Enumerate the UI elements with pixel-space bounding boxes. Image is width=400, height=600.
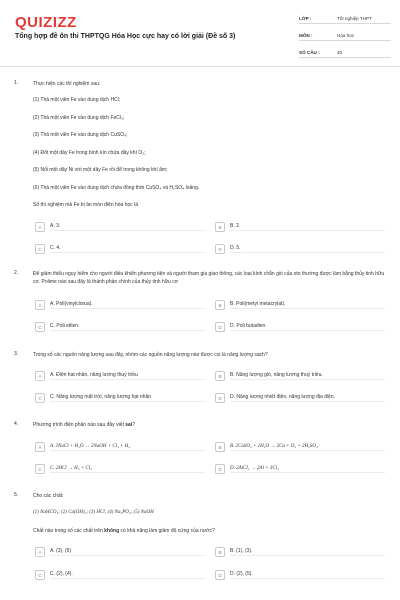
- meta-value: Hóa học: [337, 32, 355, 38]
- question-line: Số thí nghiệm mà Fe bị ăn mòn điện hóa học là: [33, 202, 139, 208]
- answer-option-a[interactable]: [35, 370, 205, 382]
- option-letter: B: [215, 547, 225, 557]
- answer-option-c[interactable]: [35, 463, 205, 475]
- option-text: C. 4.: [50, 245, 205, 253]
- option-letter: D: [215, 244, 225, 254]
- question-text-emphasis: sai: [125, 422, 133, 428]
- question-text-part: có khả năng làm giảm độ cứng của nước?: [119, 528, 215, 534]
- worksheet-header: [0, 0, 400, 66]
- answer-option-b[interactable]: [215, 299, 385, 311]
- option-text: B. (1), (3).: [230, 548, 385, 556]
- option-letter: A: [35, 222, 45, 232]
- option-letter: D: [215, 570, 225, 580]
- option-letter: A: [35, 300, 45, 310]
- question-text-emphasis: không: [104, 528, 120, 534]
- question-number: 4.: [14, 421, 19, 427]
- option-letter: B: [215, 300, 225, 310]
- option-text: B. Năng lượng gió, năng lượng thuỷ triều.: [230, 372, 385, 380]
- option-letter: B: [215, 442, 225, 452]
- question-text: Thực hiện các thí nghiệm sau:: [33, 81, 101, 87]
- option-text: C. (2), (4).: [50, 571, 205, 579]
- option-text: B. 2.: [230, 223, 385, 231]
- option-letter: C: [35, 464, 45, 474]
- answer-option-a[interactable]: [35, 441, 205, 453]
- option-text: D. 2AlCl₃ → 2Al + 3Cl₂: [230, 466, 385, 473]
- quizizz-logo: QUIZIZZ: [15, 14, 77, 31]
- option-letter: A: [35, 442, 45, 452]
- question-line: (2) Thả một viên Fe vào dung dịch FeCl₃;: [33, 115, 125, 121]
- meta-label: SỐ CÂU :: [299, 49, 320, 55]
- option-text: D. (2), (5).: [230, 571, 385, 579]
- header-divider: [0, 66, 400, 67]
- answer-option-d[interactable]: [215, 569, 385, 581]
- question-text: [33, 421, 388, 429]
- answer-option-c[interactable]: [35, 243, 205, 255]
- option-text: A. Poli(vinylclorua).: [50, 301, 205, 309]
- question-text-part: Phương trình điện phân nào sau đây viết: [33, 422, 126, 428]
- option-text: A. (3), (5): [50, 548, 205, 556]
- question-text-2: [33, 528, 388, 534]
- meta-row-subject: [299, 30, 391, 41]
- answer-option-b[interactable]: [215, 370, 385, 382]
- option-text: D. Năng lượng nhiệt điện, năng lượng địa điện.: [230, 394, 385, 402]
- option-text: B. Poli(metyl metacrylat).: [230, 301, 385, 309]
- question-line: (3) Thả một viên Fe vào dung dịch CuSO₄;: [33, 132, 128, 138]
- answer-option-b[interactable]: [215, 441, 385, 453]
- question-line: (1) Thả một viên Fe vào dung dịch HCl;: [33, 97, 121, 103]
- answer-option-a[interactable]: [35, 299, 205, 311]
- meta-label: MÔN :: [299, 32, 313, 38]
- question-line: (6) Thả một viên Fe vào dung dịch chứa đồng thời CuSO₄ và H₂SO₄ loãng.: [33, 185, 200, 191]
- answer-option-a[interactable]: [35, 546, 205, 558]
- option-letter: B: [215, 371, 225, 381]
- question-line: (5) Nối một dây Ni với một dây Fe rồi để trong không khí ẩm;: [33, 167, 168, 173]
- question-text-part: Chất nào trong số các chất trên: [33, 528, 105, 534]
- question-line: (4) Đốt một dây Fe trong bình kín chứa đầy khí O₂;: [33, 150, 146, 156]
- question-text-part: ?: [132, 422, 135, 428]
- option-text: C. Năng lượng mặt trời, năng lượng hạt nhân: [50, 394, 205, 402]
- option-text: D. 5.: [230, 245, 385, 253]
- answer-option-d[interactable]: [215, 463, 385, 475]
- option-text: B. 2CuSO₄ + 2H₂O → 2Cu + O₂ + 2H₂SO₄: [230, 444, 385, 451]
- option-letter: C: [35, 322, 45, 332]
- option-text: A. Điện hạt nhân, năng lượng thuỷ triều: [50, 372, 205, 380]
- option-letter: A: [35, 547, 45, 557]
- worksheet-meta: [299, 13, 391, 64]
- option-letter: C: [35, 244, 45, 254]
- question-number: 1.: [14, 80, 19, 86]
- question-text: Cho các chất:: [33, 493, 64, 499]
- meta-label: LỚP :: [299, 15, 312, 21]
- answer-option-c[interactable]: [35, 321, 205, 333]
- meta-value: 40: [337, 49, 343, 55]
- question-number: 5.: [14, 492, 19, 498]
- meta-row-count: [299, 47, 391, 58]
- answer-option-b[interactable]: [215, 221, 385, 233]
- question-number: 2.: [14, 270, 19, 276]
- question-text: Để giảm thiểu nguy hiểm cho người điều khiển phương tiện và người tham gia giao thông, các loại kính chắn gió của oto thường được làm bằng thủy tinh hữu cơ. Polime nào sau đây là thành phần chính của thủy tinh hữu cơ: [33, 271, 385, 285]
- option-letter: D: [215, 393, 225, 403]
- answer-option-d[interactable]: [215, 392, 385, 404]
- answer-option-b[interactable]: [215, 546, 385, 558]
- answer-option-d[interactable]: [215, 321, 385, 333]
- option-letter: C: [35, 393, 45, 403]
- answer-option-c[interactable]: [35, 569, 205, 581]
- meta-value: Tốt nghiệp THPT: [337, 15, 372, 21]
- answer-option-a[interactable]: [35, 221, 205, 233]
- option-letter: D: [215, 464, 225, 474]
- option-text: A. 3.: [50, 223, 205, 231]
- option-text: D. Poli butadien.: [230, 323, 385, 331]
- answer-option-c[interactable]: [35, 392, 205, 404]
- option-text: C. Poli etilen.: [50, 323, 205, 331]
- option-letter: D: [215, 322, 225, 332]
- worksheet-title: Tổng hợp đề ôn thi THPTQG Hóa Học cực hay có lời giải (Đề số 3): [15, 33, 236, 40]
- option-letter: A: [35, 371, 45, 381]
- option-letter: B: [215, 222, 225, 232]
- question-number: 3.: [14, 351, 19, 357]
- option-letter: C: [35, 570, 45, 580]
- question-text: Trong số các nguồn năng lượng sau đây, nhóm các nguồn năng lượng nào được coi là năng lượng sạch?: [33, 352, 268, 358]
- meta-row-class: [299, 13, 391, 24]
- question-line: (1) NaHCO₃; (2) Ca(OH)₂; (3) HCl; (4) Na₃PO₄; (5) NaOH: [33, 510, 154, 515]
- option-text: A. 2NaCl + H₂O → 2NaOH + Cl₂ + H₂: [50, 444, 205, 451]
- answer-option-d[interactable]: [215, 243, 385, 255]
- option-text: C. 2HCl → H₂ + Cl₂: [50, 466, 205, 473]
